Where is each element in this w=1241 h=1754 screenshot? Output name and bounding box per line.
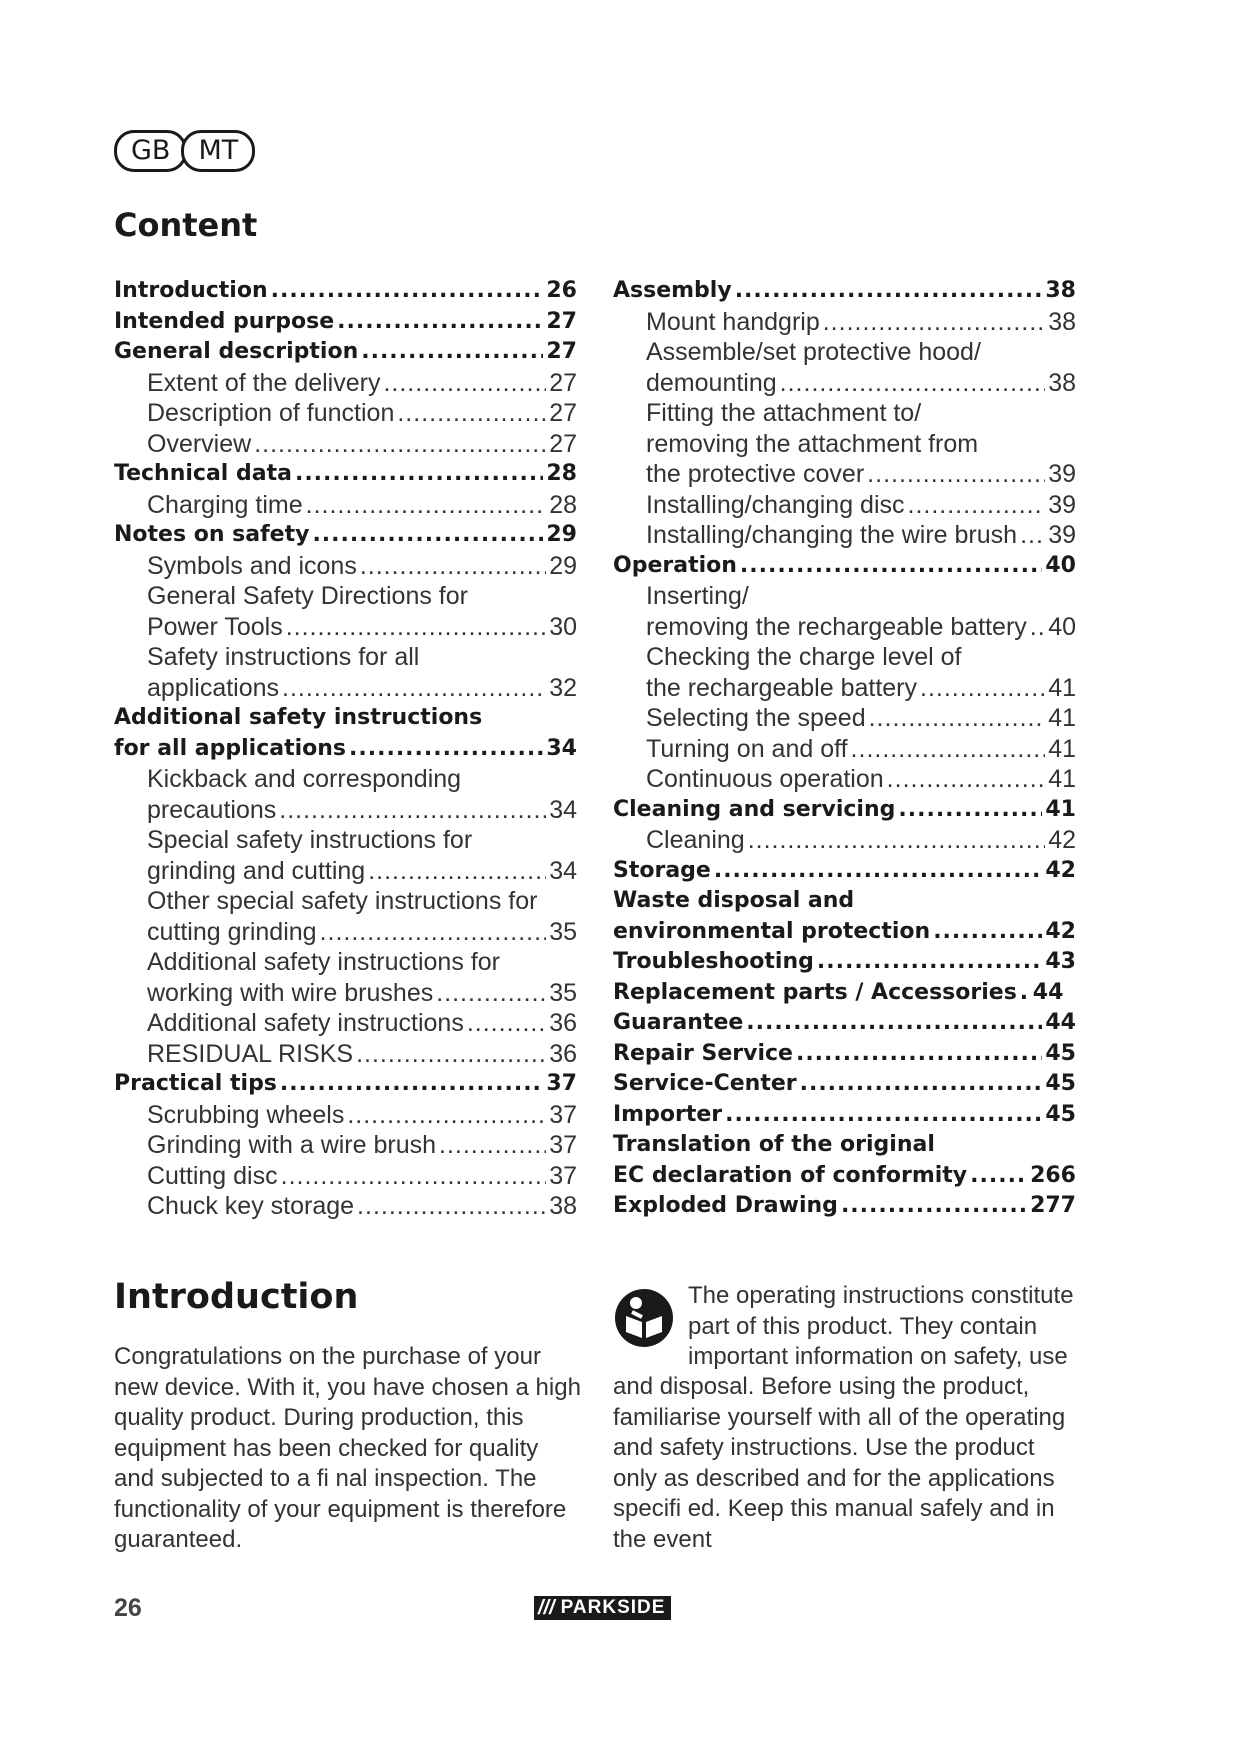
toc-entry[interactable]: Charging time ..... 28 [114, 490, 577, 521]
toc-entry[interactable]: Selecting the speed ..... 41 [613, 703, 1076, 734]
toc-entry[interactable]: precautions ..... 34 [114, 795, 577, 826]
toc-entry-line[interactable]: Additional safety instructions for [147, 948, 500, 976]
toc-entry[interactable]: Description of function ..... 27 [114, 398, 577, 429]
parkside-logo [534, 1596, 671, 1620]
toc-entry[interactable]: Repair Service ..... 45 [613, 1039, 1076, 1070]
toc-left-column [114, 276, 577, 1222]
intro-paragraph-right-bottom: and disposal. Before using the product, familiarise yourself with all of the operating and safety instructions. Use the product only as described and for the applications specifi ed. Keep this manual safely and in the event [613, 1373, 1066, 1553]
toc-entry[interactable]: Service-Center ..... 45 [613, 1069, 1076, 1100]
toc-entry[interactable]: Scrubbing wheels ..... 37 [114, 1100, 577, 1131]
toc-entry-line[interactable]: General Safety Directions for [147, 582, 468, 610]
toc-entry-line[interactable]: Waste disposal and [613, 888, 855, 913]
toc-entry[interactable]: environmental protection ..... 42 [613, 917, 1076, 948]
toc-entry[interactable]: Mount handgrip ..... 38 [613, 307, 1076, 338]
intro-paragraph-left: Congratulations on the purchase of your new device. With it, you have chosen a high quality product. During production, this equipment has been checked for quality and subjected to a fi nal inspection. The functionality of your equipment is therefore guaranteed. [114, 1343, 581, 1553]
toc-entry[interactable]: Installing/changing disc ..... 39 [613, 490, 1076, 521]
lang-badge-mt: MT [181, 130, 255, 172]
toc-entry[interactable]: Power Tools ..... 30 [114, 612, 577, 643]
toc-entry[interactable]: General description ..... 27 [114, 337, 577, 368]
toc-entry-line[interactable]: removing the attachment from [646, 429, 979, 458]
read-manual-icon [612, 1286, 676, 1350]
content-title: Content [114, 206, 258, 244]
toc-entry[interactable]: Overview ..... 27 [114, 429, 577, 460]
toc-entry[interactable]: Replacement parts / Accessories ..... 44 [613, 978, 1076, 1009]
toc-entry-line[interactable]: Safety instructions for all [147, 643, 420, 671]
toc-entry-line[interactable]: Checking the charge level of [646, 643, 962, 671]
toc-entry[interactable]: Assembly ..... 38 [613, 276, 1076, 307]
toc-entry[interactable]: Cleaning and servicing ..... 41 [613, 795, 1076, 826]
toc-entry[interactable]: the rechargeable battery ..... 41 [613, 673, 1076, 704]
toc-entry[interactable]: Introduction ..... 26 [114, 276, 577, 307]
introduction-heading: Introduction [114, 1277, 359, 1317]
toc-entry[interactable]: Troubleshooting ..... 43 [613, 947, 1076, 978]
toc-entry-line[interactable]: Kickback and corresponding [147, 765, 462, 793]
toc-entry[interactable]: demounting ..... 38 [613, 368, 1076, 399]
intro-paragraph-right-top: The operating instructions constitute part of this product. They contain important information on safety, use [688, 1282, 1074, 1370]
toc-entry[interactable]: EC declaration of conformity ..... 266 [613, 1161, 1076, 1192]
toc-right-column [613, 276, 1076, 1222]
toc-entry[interactable]: Operation ..... 40 [613, 551, 1076, 582]
page-number: 26 [114, 1594, 142, 1622]
toc-entry[interactable]: Storage ..... 42 [613, 856, 1076, 887]
toc-entry[interactable]: the protective cover ..... 39 [613, 459, 1076, 490]
toc-entry[interactable]: Notes on safety ..... 29 [114, 520, 577, 551]
toc-entry[interactable]: for all applications ..... 34 [114, 734, 577, 765]
toc-entry-line[interactable]: Inserting/ [646, 582, 749, 610]
toc-entry[interactable]: Installing/changing the wire brush ..... 39 [613, 520, 1076, 551]
toc-entry[interactable]: Chuck key storage ..... 38 [114, 1191, 577, 1222]
toc-entry[interactable]: Cutting disc ..... 37 [114, 1161, 577, 1192]
toc-entry[interactable]: Extent of the delivery ..... 27 [114, 368, 577, 399]
toc-entry[interactable]: applications ..... 32 [114, 673, 577, 704]
toc-entry[interactable]: Technical data ..... 28 [114, 459, 577, 490]
brand-name: PARKSIDE [560, 1597, 666, 1618]
toc-entry-line[interactable]: Translation of the original [613, 1132, 935, 1157]
toc-entry[interactable]: Importer ..... 45 [613, 1100, 1076, 1131]
toc-entry[interactable]: grinding and cutting ..... 34 [114, 856, 577, 887]
toc-entry-line[interactable]: Additional safety instructions [114, 705, 483, 730]
toc-entry-line[interactable]: Fitting the attachment to/ [646, 399, 922, 427]
language-badges [114, 130, 249, 172]
toc-entry[interactable]: Guarantee ..... 44 [613, 1008, 1076, 1039]
toc-entry[interactable]: Exploded Drawing ..... 277 [613, 1191, 1076, 1222]
toc-entry[interactable]: Intended purpose ..... 27 [114, 307, 577, 338]
toc-entry[interactable]: working with wire brushes ..... 35 [114, 978, 577, 1009]
toc-entry[interactable]: removing the rechargeable battery ..... 40 [613, 612, 1076, 643]
toc-entry-line[interactable]: Assemble/set protective hood/ [646, 338, 981, 366]
toc-entry-line[interactable]: Special safety instructions for [147, 826, 473, 854]
toc-entry[interactable]: Additional safety instructions ..... 36 [114, 1008, 577, 1039]
toc-entry[interactable]: RESIDUAL RISKS ..... 36 [114, 1039, 577, 1070]
toc-entry[interactable]: Grinding with a wire brush ..... 37 [114, 1130, 577, 1161]
toc-entry[interactable]: Turning on and off ..... 41 [613, 734, 1076, 765]
brand-stripes: /// [538, 1597, 555, 1619]
toc-entry[interactable]: Cleaning ..... 42 [613, 825, 1076, 856]
toc-entry[interactable]: cutting grinding ..... 35 [114, 917, 577, 948]
lang-badge-gb: GB [114, 130, 187, 172]
toc-entry[interactable]: Continuous operation ..... 41 [613, 764, 1076, 795]
toc-entry[interactable]: Symbols and icons ..... 29 [114, 551, 577, 582]
toc-entry-line[interactable]: Other special safety instructions for [147, 887, 538, 915]
toc-entry[interactable]: Practical tips ..... 37 [114, 1069, 577, 1100]
